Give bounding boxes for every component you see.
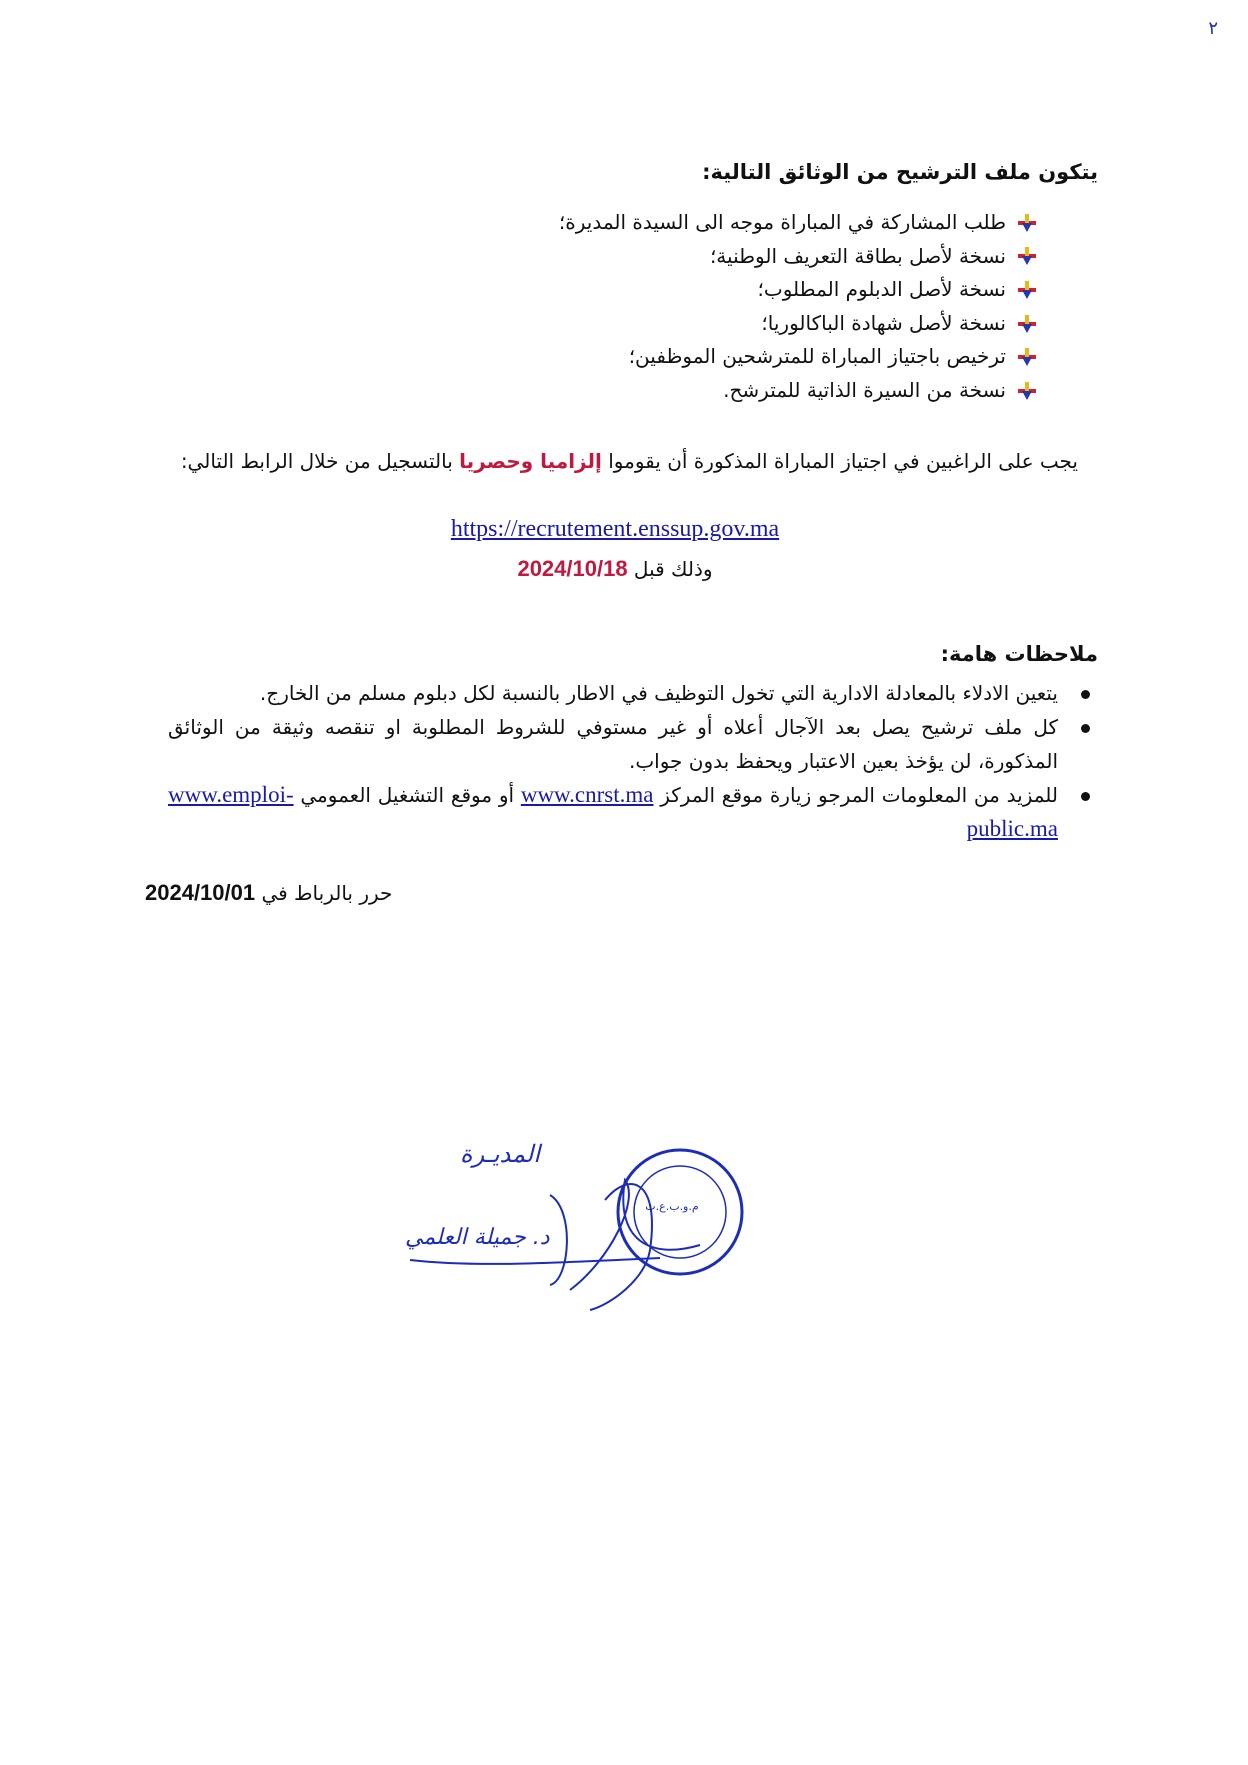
list-item (278, 206, 1038, 240)
down-arrow-icon (1016, 212, 1038, 234)
list-item (278, 240, 1038, 274)
list-item (278, 374, 1038, 408)
registration-text-after: بالتسجيل من خلال الرابط التالي: (180, 449, 453, 473)
down-arrow-icon (1016, 313, 1038, 335)
down-arrow-icon (1016, 279, 1038, 301)
signoff-prefix: حرر بالرباط في (261, 881, 393, 905)
director-name: د. جميلة العلمي (405, 1225, 550, 1250)
list-item (168, 710, 1098, 778)
documents-list (278, 206, 1038, 408)
deadline-prefix: وذلك قبل (633, 557, 713, 581)
list-item (168, 676, 1098, 710)
stamp-initials: م.و.ب.ع.ت (645, 1200, 699, 1213)
notes-heading: ملاحظات هامة: (940, 642, 1098, 666)
bullet-icon (1081, 724, 1090, 733)
note-text: كل ملف ترشيح يصل بعد الآجال أعلاه أو غير مستوفي للشروط المطلوبة او تنقصه وثيقة من الوثائق المذكورة، لن يؤخذ بعين الاعتبار ويحفظ بدون جواب. (168, 715, 1058, 773)
signature-underline (410, 1258, 660, 1264)
down-arrow-icon (1016, 380, 1038, 402)
note-text: يتعين الادلاء بالمعادلة الادارية التي تخول التوظيف في الاطار بالنسبة لكل دبلوم مسلم من الخارج. (259, 681, 1058, 705)
list-item (278, 340, 1038, 374)
list-item (278, 307, 1038, 341)
registration-highlight: إلزاميا وحصريا (459, 449, 602, 473)
registration-text-before: يجب على الراغبين في اجتياز المباراة المذكورة أن يقوموا (608, 449, 1078, 473)
document-item-label: نسخة لأصل الدبلوم المطلوب؛ (757, 277, 1006, 302)
emploi-public-link[interactable]: www.emploi-public.ma (168, 782, 1058, 841)
document-item-label: نسخة لأصل شهادة الباكالوريا؛ (761, 310, 1006, 335)
document-item-label: ترخيص باجتياز المباراة للمترشحين الموظفين؛ (628, 344, 1006, 369)
deadline-line (0, 556, 1230, 582)
document-item-label: نسخة من السيرة الذاتية للمترشح. (723, 377, 1006, 402)
director-title: المديـرة (460, 1140, 540, 1168)
notes-list (168, 676, 1098, 846)
registration-paragraph (148, 442, 1078, 480)
note-text: أو موقع التشغيل العمومي (300, 783, 515, 807)
documents-heading: يتكون ملف الترشيح من الوثائق التالية: (702, 160, 1098, 184)
cnrst-link[interactable]: www.cnrst.ma (520, 782, 654, 807)
list-item (168, 778, 1098, 846)
page-number-mark: ٢ (1208, 18, 1218, 39)
down-arrow-icon (1016, 346, 1038, 368)
note-text: للمزيد من المعلومات المرجو زيارة موقع المركز (660, 783, 1059, 807)
signoff-date: 2024/10/01 (145, 880, 256, 905)
document-item-label: طلب المشاركة في المباراة موجه الى السيدة المديرة؛ (558, 210, 1006, 234)
bullet-icon (1081, 690, 1090, 699)
registration-link[interactable]: https://recrutement.enssup.gov.ma (450, 516, 780, 542)
down-arrow-icon (1016, 245, 1038, 267)
bullet-icon (1081, 792, 1090, 801)
deadline-date: 2024/10/18 (517, 556, 628, 581)
list-item (278, 273, 1038, 307)
document-item-label: نسخة لأصل بطاقة التعريف الوطنية؛ (709, 243, 1006, 268)
signoff-line (145, 880, 392, 906)
